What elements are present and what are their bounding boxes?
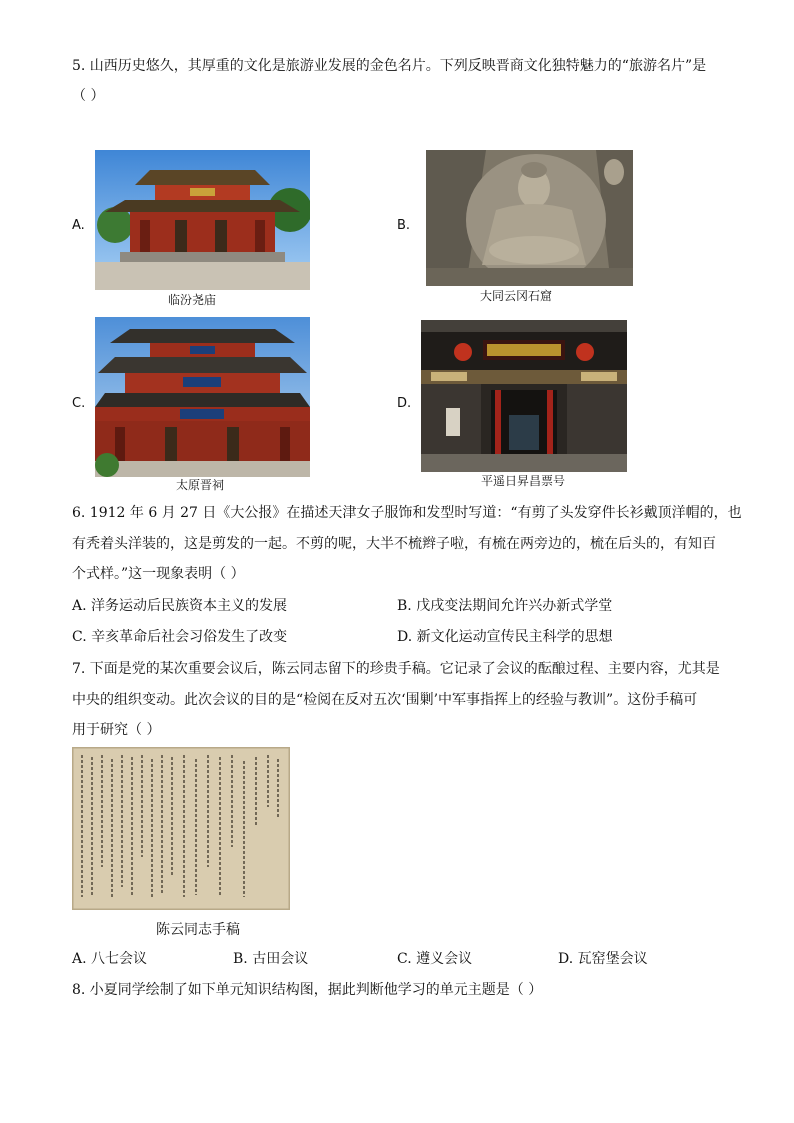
q6-stem-line1: 6. 1912 年 6 月 27 日《大公报》在描述天津女子服饰和发型时写道：“有剪了头发穿件长衫戴顶洋帽的，也 [72, 505, 742, 521]
yao-temple-caption: 临汾尧庙 [168, 293, 217, 307]
yungang-grottoes-photo [426, 150, 633, 286]
q5-option-a-letter: A. [72, 218, 85, 233]
q8-stem-line1: 8. 小夏同学绘制了如下单元知识结构图，据此判断他学习的单元主题是（ ） [72, 982, 543, 998]
q6-option-b[interactable]: B. 戊戌变法期间允许兴办新式学堂 [397, 598, 613, 614]
manuscript-caption: 陈云同志手稿 [156, 922, 240, 938]
q6-option-d[interactable]: D. 新文化运动宣传民主科学的思想 [397, 629, 613, 645]
rishengchang-caption: 平遥日昇昌票号 [481, 474, 566, 488]
q7-stem-line3: 用于研究（ ） [72, 722, 161, 738]
q6-option-c[interactable]: C. 辛亥革命后社会习俗发生了改变 [72, 629, 288, 645]
q7-option-c[interactable]: C. 遵义会议 [397, 951, 473, 967]
q5-option-d-letter: D. [397, 396, 412, 411]
yao-temple-photo [95, 150, 310, 290]
rishengchang-photo [421, 320, 627, 472]
jinci-temple-photo [95, 317, 310, 477]
q7-option-b[interactable]: B. 古田会议 [233, 951, 309, 967]
q5-option-c-letter: C. [72, 396, 86, 411]
q5-stem-line1: 5. 山西历史悠久，其厚重的文化是旅游业发展的金色名片。下列反映晋商文化独特魅力的“旅游名片”是 [72, 58, 707, 74]
q6-stem-line3: 个式样。”这一现象表明（ ） [72, 566, 245, 582]
q7-stem-line1: 7. 下面是党的某次重要会议后，陈云同志留下的珍贵手稿。它记录了会议的酝酿过程、主要内容，尤其是 [72, 661, 720, 677]
yungang-grottoes-caption: 大同云冈石窟 [480, 289, 553, 303]
q6-option-a[interactable]: A. 洋务运动后民族资本主义的发展 [72, 598, 288, 614]
q7-stem-line2: 中央的组织变动。此次会议的目的是“检阅在反对五次‘围剿’中军事指挥上的经验与教训”。这份手稿可 [72, 692, 698, 708]
jinci-temple-caption: 太原晋祠 [176, 478, 225, 492]
q6-stem-line2: 有秃着头洋装的，这是剪发的一起。不剪的呢，大半不梳辫子啦，有梳在两旁边的，梳在后头的，有知百 [72, 536, 716, 552]
chen-yun-manuscript-photo [72, 747, 290, 910]
q5-option-b-letter: B. [397, 218, 411, 233]
q7-option-a[interactable]: A. 八七会议 [72, 951, 148, 967]
q5-stem-line2: （ ） [72, 88, 105, 104]
q7-option-d[interactable]: D. 瓦窑堡会议 [558, 951, 648, 967]
